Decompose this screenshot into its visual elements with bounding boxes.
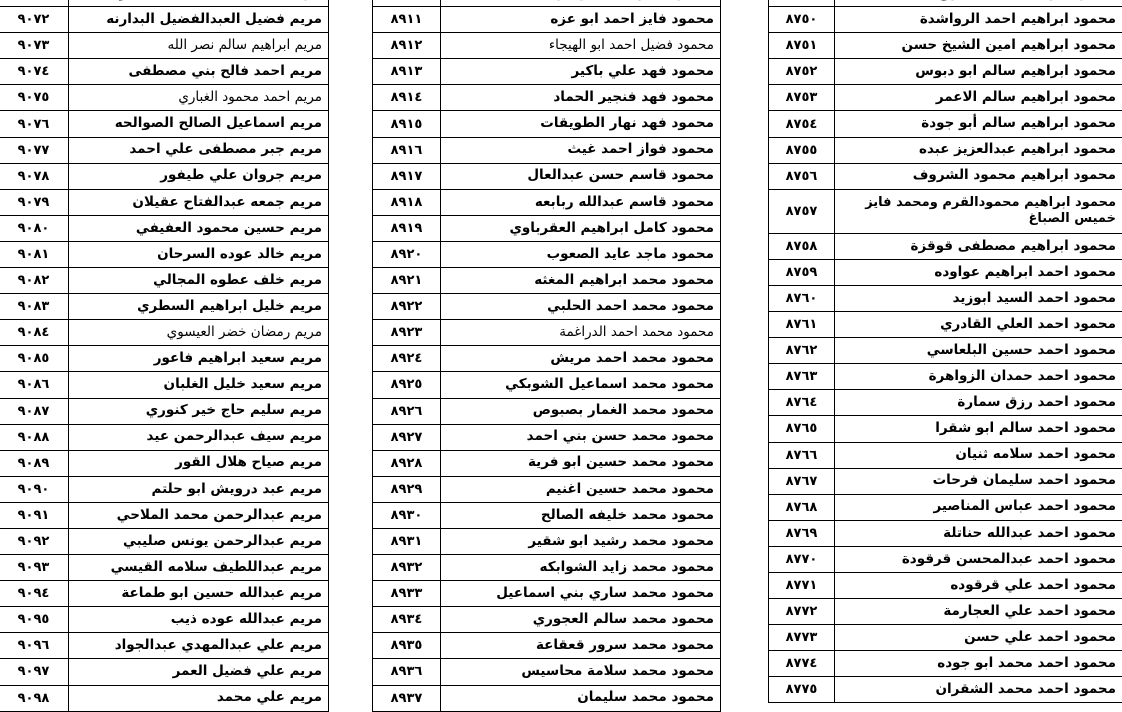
table-row: [373, 85, 721, 111]
person-name-cell: مريم حسين محمود العفيفي: [69, 215, 329, 241]
table-row: [373, 372, 721, 398]
person-name-cell: مريم احمد محمود الغباري: [69, 85, 329, 111]
serial-number-cell: ٨٩٢٥: [373, 372, 441, 398]
serial-number-cell: ٨٧٦٥: [769, 416, 835, 442]
person-name-cell: مريم سعيد ابراهيم فاعور: [69, 346, 329, 372]
table-row: [0, 372, 329, 398]
serial-number-cell: ٩٠٨٧: [0, 398, 69, 424]
table-row: [769, 189, 1122, 233]
table-row: [0, 450, 329, 476]
serial-number-cell: ٨٩٣٥: [373, 633, 441, 659]
serial-number-cell: ٨٧٥٠: [769, 7, 835, 33]
serial-number-cell: ٨٧٥٣: [769, 85, 835, 111]
person-name-cell: محمود ابراهيم مصطفى قوقزة: [835, 233, 1122, 259]
person-name-cell: مريم عبدالله حسين ابو طماعة: [69, 581, 329, 607]
serial-number-cell: ٩٠٩٠: [0, 476, 69, 502]
person-name-cell: مريم جروان علي طيفور: [69, 163, 329, 189]
serial-number-cell: ٩٠٨٢: [0, 268, 69, 294]
table-row: [0, 268, 329, 294]
serial-number-cell: ٨٩٣٧: [373, 685, 441, 711]
person-name-cell: محمود ابراهيم سالم الاعمر: [835, 85, 1122, 111]
table-row: [769, 546, 1122, 572]
serial-number-cell: ٨٩٢٩: [373, 476, 441, 502]
person-name-cell: محمود احمد سلامه ثنيان: [835, 442, 1122, 468]
serial-number-cell: ٩٠٨٤: [0, 320, 69, 346]
serial-number-cell: ٨٩٢٢: [373, 294, 441, 320]
table-row: [769, 364, 1122, 390]
table-row: [0, 189, 329, 215]
table-row: [769, 390, 1122, 416]
table-row: [373, 555, 721, 581]
serial-number-cell: ٨٩٢٨: [373, 450, 441, 476]
person-name-cell: محمود احمد العلي القادري: [835, 312, 1122, 338]
table-row: [373, 59, 721, 85]
table-row: [0, 424, 329, 450]
table-row: [769, 677, 1122, 703]
table-row: [769, 468, 1122, 494]
serial-number-cell: ٩٠٨٨: [0, 424, 69, 450]
person-name-cell: [835, 0, 1122, 7]
table-row: [0, 633, 329, 659]
serial-number-cell: ٨٧٧٣: [769, 625, 835, 651]
serial-number-cell: ٨٧٥٩: [769, 259, 835, 285]
serial-number-cell: [769, 0, 835, 7]
person-name-cell: محمود ابراهيم احمد الرواشدة: [835, 7, 1122, 33]
serial-number-cell: ٨٩١١: [373, 7, 441, 33]
table-row: [0, 476, 329, 502]
person-name-cell: محمود احمد حسين البلعاسي: [835, 338, 1122, 364]
table-row: [0, 607, 329, 633]
person-name-cell: مريم صياح هلال القور: [69, 450, 329, 476]
person-name-cell: مريم عبدالرحمن محمد الملاحي: [69, 502, 329, 528]
middle-column-body: [373, 0, 721, 711]
serial-number-cell: ٨٧٥٦: [769, 163, 835, 189]
serial-number-cell: ٩٠٧٥: [0, 85, 69, 111]
person-name-cell: مريم خلف عطوه المجالي: [69, 268, 329, 294]
person-name-cell: محمود فواز احمد غيث: [441, 137, 721, 163]
table-row: [0, 528, 329, 554]
person-name-cell: محمود احمد محمد ابو جوده: [835, 651, 1122, 677]
serial-number-cell: ٨٧٦٩: [769, 520, 835, 546]
serial-number-cell: ٨٩٣٣: [373, 581, 441, 607]
table-row: [373, 607, 721, 633]
table-row: [769, 442, 1122, 468]
table-row: [373, 189, 721, 215]
person-name-cell: محمود محمد احمد مريش: [441, 346, 721, 372]
middle-column-table: [372, 0, 721, 712]
person-name-cell: محمود محمد سلامة محاسيس: [441, 659, 721, 685]
person-name-cell: مريم سليم حاج خير كنوري: [69, 398, 329, 424]
table-row: [769, 33, 1122, 59]
person-name-cell: محمود فهد نهار الطويقات: [441, 111, 721, 137]
table-row: [373, 163, 721, 189]
person-name-cell: محمود ابراهيم سالم ابو دبوس: [835, 59, 1122, 85]
table-row: [769, 572, 1122, 598]
person-name-cell: محمود محمد اسماعيل الشوبكي: [441, 372, 721, 398]
serial-number-cell: ٨٩١٧: [373, 163, 441, 189]
table-row: [373, 0, 721, 7]
person-name-cell: مريم اسماعيل الصالح الصوالحه: [69, 111, 329, 137]
table-row: [769, 416, 1122, 442]
table-row: [0, 685, 329, 711]
person-name-cell: محمود احمد السيد ابوزيد: [835, 285, 1122, 311]
person-name-cell: مريم علي محمد: [69, 685, 329, 711]
serial-number-cell: ٨٩١٤: [373, 85, 441, 111]
person-name-cell: محمود فهد علي باكير: [441, 59, 721, 85]
serial-number-cell: ٨٧٥١: [769, 33, 835, 59]
person-name-cell: مريم خالد عوده السرحان: [69, 241, 329, 267]
person-name-cell: محمود محمد الغمار بصبوص: [441, 398, 721, 424]
person-name-cell: مريم جبر مصطفى علي احمد: [69, 137, 329, 163]
table-row: [373, 633, 721, 659]
serial-number-cell: [0, 0, 69, 7]
person-name-cell: محمود احمد عباس المناصير: [835, 494, 1122, 520]
table-row: [0, 241, 329, 267]
serial-number-cell: ٨٧٥٥: [769, 137, 835, 163]
table-row: [0, 85, 329, 111]
table-row: [373, 111, 721, 137]
table-row: [373, 528, 721, 554]
serial-number-cell: ٨٧٦٧: [769, 468, 835, 494]
serial-number-cell: ٨٧٧٤: [769, 651, 835, 677]
left-column-body: [0, 0, 329, 711]
table-row: [0, 111, 329, 137]
table-row: [769, 259, 1122, 285]
right-column-body: [769, 0, 1122, 703]
table-row: [0, 215, 329, 241]
person-name-cell: مريم سعيد خليل الغلبان: [69, 372, 329, 398]
table-row: [0, 59, 329, 85]
person-name-cell: محمود احمد حمدان الزواهرة: [835, 364, 1122, 390]
serial-number-cell: ٩٠٩٨: [0, 685, 69, 711]
person-name-cell: محمود ابراهيم محمودالقرم ومحمد فايز خميس الصباغ: [835, 189, 1122, 233]
serial-number-cell: ٩٠٩٦: [0, 633, 69, 659]
person-name-cell: محمود ابراهيم سالم أبو جودة: [835, 111, 1122, 137]
serial-number-cell: ٨٩١٩: [373, 215, 441, 241]
serial-number-cell: ٨٩٣٦: [373, 659, 441, 685]
person-name-cell: محمود احمد علي قرقوده: [835, 572, 1122, 598]
serial-number-cell: ٨٧٧٠: [769, 546, 835, 572]
table-row: [373, 346, 721, 372]
person-name-cell: مريم ابراهيم سالم نصر الله: [69, 33, 329, 59]
person-name-cell: محمود محمد ساري بني اسماعيل: [441, 581, 721, 607]
serial-number-cell: ٨٩١٦: [373, 137, 441, 163]
serial-number-cell: ٩٠٩٢: [0, 528, 69, 554]
serial-number-cell: ٨٧٥٧: [769, 189, 835, 233]
person-name-cell: محمود احمد عبدالمحسن قرقودة: [835, 546, 1122, 572]
person-name-cell: محمود ابراهيم محمود الشروف: [835, 163, 1122, 189]
table-row: [769, 163, 1122, 189]
person-name-cell: مريم جمعه عبدالفتاح عقيلان: [69, 189, 329, 215]
person-name-cell: محمود محمد حسين اغنيم: [441, 476, 721, 502]
serial-number-cell: ٩٠٩٤: [0, 581, 69, 607]
table-row: [769, 651, 1122, 677]
person-name-cell: محمود احمد عبدالله حناتلة: [835, 520, 1122, 546]
table-row: [373, 581, 721, 607]
person-name-cell: محمود محمد حسين ابو فرية: [441, 450, 721, 476]
serial-number-cell: ٩٠٩١: [0, 502, 69, 528]
person-name-cell: محمود محمد احمد الدراغمة: [441, 320, 721, 346]
table-row: [373, 502, 721, 528]
person-name-cell: محمود محمد سالم العجوري: [441, 607, 721, 633]
serial-number-cell: ٩٠٧٤: [0, 59, 69, 85]
serial-number-cell: ٩٠٨١: [0, 241, 69, 267]
table-row: [769, 7, 1122, 33]
serial-number-cell: ٨٩١٥: [373, 111, 441, 137]
table-row: [373, 241, 721, 267]
serial-number-cell: ٨٩٣٢: [373, 555, 441, 581]
person-name-cell: محمود احمد علي حسن: [835, 625, 1122, 651]
serial-number-cell: ٩٠٧٣: [0, 33, 69, 59]
person-name-cell: محمود محمد خليفه الصالح: [441, 502, 721, 528]
table-row: [0, 7, 329, 33]
table-row: [373, 33, 721, 59]
serial-number-cell: ٨٧٦٣: [769, 364, 835, 390]
serial-number-cell: ٨٧٦٠: [769, 285, 835, 311]
person-name-cell: محمود احمد محمد الشقران: [835, 677, 1122, 703]
person-name-cell: مريم سيف عبدالرحمن عيد: [69, 424, 329, 450]
table-row: [0, 33, 329, 59]
person-name-cell: محمود قاسم عبدالله ربابعه: [441, 189, 721, 215]
table-row: [373, 215, 721, 241]
table-row: [373, 7, 721, 33]
serial-number-cell: ٨٩٣٤: [373, 607, 441, 633]
person-name-cell: محمود احمد علي العجارمة: [835, 599, 1122, 625]
serial-number-cell: ٨٩٢٤: [373, 346, 441, 372]
table-row: [769, 285, 1122, 311]
table-row: [373, 476, 721, 502]
table-row: [0, 0, 329, 7]
person-name-cell: محمود كامل ابراهيم العقرباوي: [441, 215, 721, 241]
table-row: [769, 312, 1122, 338]
table-row: [769, 520, 1122, 546]
person-name-cell: مريم عبداللطيف سلامه القيسي: [69, 555, 329, 581]
serial-number-cell: ٨٧٧٢: [769, 599, 835, 625]
person-name-cell: [69, 0, 329, 7]
person-name-cell: محمود فهد فنجير الحماد: [441, 85, 721, 111]
table-row: [769, 85, 1122, 111]
person-name-cell: مريم عبدالرحمن يونس صليبي: [69, 528, 329, 554]
table-row: [769, 137, 1122, 163]
person-name-cell: محمود ماجد عايد الصعوب: [441, 241, 721, 267]
person-name-cell: محمود محمد ابراهيم المغثه: [441, 268, 721, 294]
serial-number-cell: ٨٩٢٦: [373, 398, 441, 424]
table-row: [0, 320, 329, 346]
table-row: [769, 494, 1122, 520]
table-row: [373, 268, 721, 294]
serial-number-cell: [373, 0, 441, 7]
serial-number-cell: ٨٩١٢: [373, 33, 441, 59]
serial-number-cell: ٩٠٨٩: [0, 450, 69, 476]
table-row: [769, 599, 1122, 625]
serial-number-cell: ٨٧٧١: [769, 572, 835, 598]
serial-number-cell: ٩٠٩٧: [0, 659, 69, 685]
person-name-cell: محمود احمد سليمان فرحات: [835, 468, 1122, 494]
person-name-cell: محمود فايز احمد ابو عزه: [441, 7, 721, 33]
serial-number-cell: ٨٧٦٨: [769, 494, 835, 520]
person-name-cell: محمود محمد سليمان: [441, 685, 721, 711]
table-row: [0, 581, 329, 607]
table-row: [0, 346, 329, 372]
serial-number-cell: ٨٧٥٢: [769, 59, 835, 85]
person-name-cell: محمود احمد ابراهيم عواوده: [835, 259, 1122, 285]
table-row: [0, 502, 329, 528]
serial-number-cell: ٨٧٦٤: [769, 390, 835, 416]
serial-number-cell: ٨٩١٣: [373, 59, 441, 85]
person-name-cell: محمود قاسم حسن عبدالعال: [441, 163, 721, 189]
serial-number-cell: ٩٠٧٨: [0, 163, 69, 189]
serial-number-cell: ٨٩٣١: [373, 528, 441, 554]
right-column-table: [768, 0, 1122, 703]
table-row: [0, 659, 329, 685]
person-name-cell: محمود محمد زايد الشوابكه: [441, 555, 721, 581]
serial-number-cell: ٨٩١٨: [373, 189, 441, 215]
table-row: [0, 555, 329, 581]
serial-number-cell: ٩٠٧٩: [0, 189, 69, 215]
serial-number-cell: ٩٠٨٠: [0, 215, 69, 241]
table-row: [373, 398, 721, 424]
person-name-cell: مريم عبد درويش ابو حلتم: [69, 476, 329, 502]
serial-number-cell: ٨٩٢١: [373, 268, 441, 294]
table-row: [373, 659, 721, 685]
table-row: [373, 137, 721, 163]
person-name-cell: محمود محمد سرور قعقاعة: [441, 633, 721, 659]
serial-number-cell: ٨٩٢٣: [373, 320, 441, 346]
table-row: [769, 0, 1122, 7]
table-row: [373, 424, 721, 450]
person-name-cell: محمود ابراهيم امين الشيخ حسن: [835, 33, 1122, 59]
table-row: [373, 294, 721, 320]
person-name-cell: مريم رمضان خضر العيسوي: [69, 320, 329, 346]
table-row: [769, 338, 1122, 364]
serial-number-cell: ٨٧٥٨: [769, 233, 835, 259]
person-name-cell: محمود محمد حسن بني احمد: [441, 424, 721, 450]
serial-number-cell: ٩٠٧٧: [0, 137, 69, 163]
person-name-cell: محمود فضيل احمد ابو الهيجاء: [441, 33, 721, 59]
person-name-cell: محمود احمد رزق سمارة: [835, 390, 1122, 416]
serial-number-cell: ٩٠٧٦: [0, 111, 69, 137]
person-name-cell: مريم فضيل العبدالفضيل البدارنه: [69, 7, 329, 33]
table-row: [0, 398, 329, 424]
table-row: [373, 685, 721, 711]
person-name-cell: مريم علي فضيل العمر: [69, 659, 329, 685]
table-row: [373, 320, 721, 346]
person-name-cell: مريم خليل ابراهيم السطري: [69, 294, 329, 320]
serial-number-cell: ٨٩٢٠: [373, 241, 441, 267]
table-row: [769, 59, 1122, 85]
person-name-cell: محمود ابراهيم عبدالعزيز عبده: [835, 137, 1122, 163]
table-row: [769, 625, 1122, 651]
serial-number-cell: ٨٧٦١: [769, 312, 835, 338]
table-row: [0, 294, 329, 320]
person-name-cell: [441, 0, 721, 7]
left-column-table: [0, 0, 329, 712]
person-name-cell: مريم احمد فالح بني مصطفى: [69, 59, 329, 85]
serial-number-cell: ٩٠٨٦: [0, 372, 69, 398]
person-name-cell: مريم عبدالله عوده ذيب: [69, 607, 329, 633]
table-row: [373, 450, 721, 476]
person-name-cell: محمود محمد رشيد ابو شقير: [441, 528, 721, 554]
serial-number-cell: ٩٠٨٣: [0, 294, 69, 320]
table-row: [769, 111, 1122, 137]
serial-number-cell: ٨٧٦٢: [769, 338, 835, 364]
person-name-cell: محمود احمد سالم ابو شقرا: [835, 416, 1122, 442]
serial-number-cell: ٨٧٦٦: [769, 442, 835, 468]
table-row: [0, 163, 329, 189]
serial-number-cell: ٩٠٨٥: [0, 346, 69, 372]
serial-number-cell: ٩٠٧٢: [0, 7, 69, 33]
serial-number-cell: ٨٩٢٧: [373, 424, 441, 450]
table-row: [0, 137, 329, 163]
serial-number-cell: ٩٠٩٥: [0, 607, 69, 633]
serial-number-cell: ٩٠٩٣: [0, 555, 69, 581]
serial-number-cell: ٨٩٣٠: [373, 502, 441, 528]
serial-number-cell: ٨٧٥٤: [769, 111, 835, 137]
table-row: [769, 233, 1122, 259]
person-name-cell: محمود محمد احمد الحلبي: [441, 294, 721, 320]
serial-number-cell: ٨٧٧٥: [769, 677, 835, 703]
person-name-cell: مريم علي عبدالمهدي عبدالجواد: [69, 633, 329, 659]
